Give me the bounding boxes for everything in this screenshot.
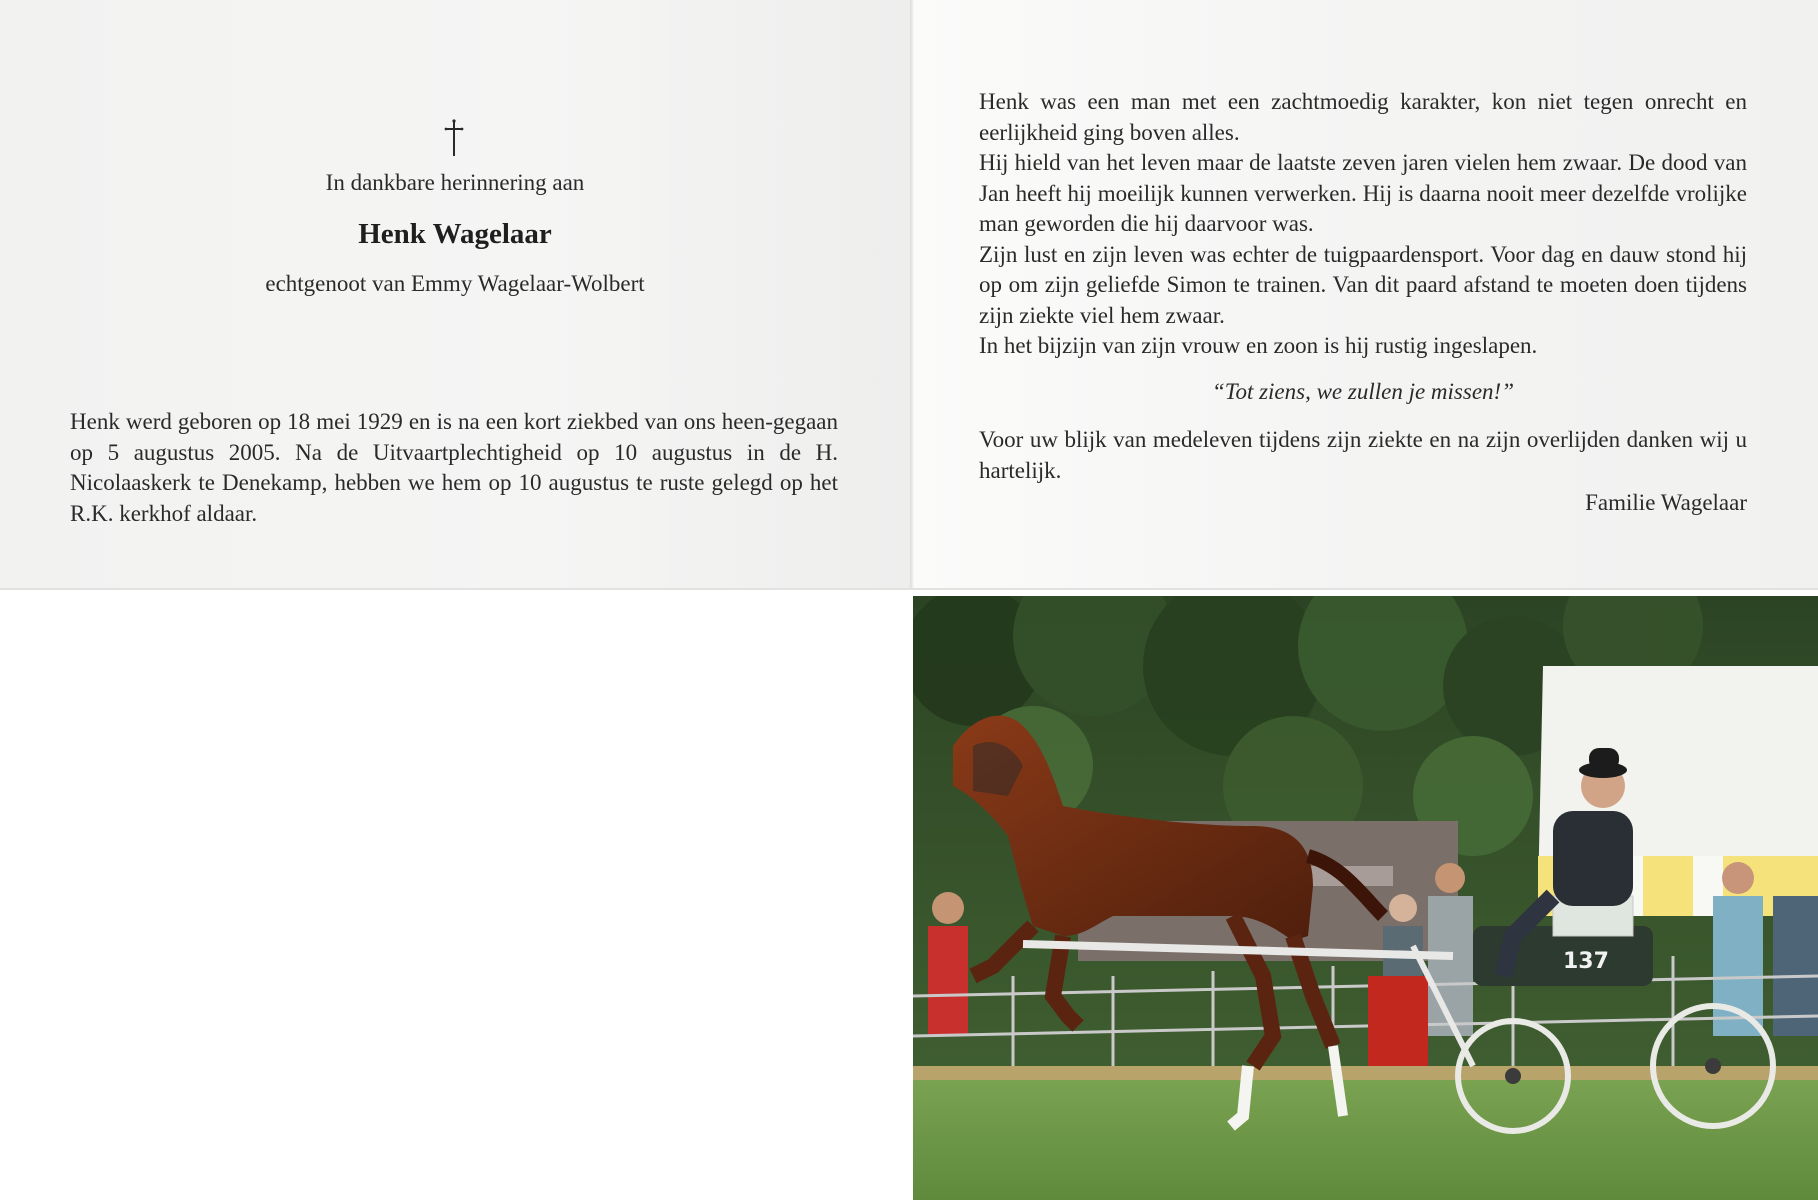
family-signature: Familie Wagelaar [1585,490,1747,515]
farewell-quote: “Tot ziens, we zullen je missen!” [1211,378,1514,404]
deceased-name: Henk Wagelaar [358,218,552,250]
horse-carriage-photo [913,596,1818,1200]
tribute-paragraph: In het bijzijn van zijn vrouw en zoon is hij rustig ingeslapen. [979,333,1538,358]
tribute-paragraph: Henk was een man met een zachtmoedig karakter, kon niet tegen onrecht en eerlijkheid ging boven alles. [979,89,1747,145]
carriage-number: 137 [1563,949,1609,974]
spouse-text: echtgenoot van Emmy Wagelaar-Wolbert [265,271,645,296]
thanks-text: Voor uw blijk van medeleven tijdens zijn ziekte en na zijn overlijden danken wij u hartelijk. [979,427,1747,483]
grass-field [913,1076,1818,1200]
cross-icon [440,118,468,158]
card-left-panel [0,0,910,590]
tribute-paragraph: Hij hield van het leven maar de laatste zeven jaren vielen hem zwaar. De dood van Jan heeft hij moeilijk kunnen verwerken. Hij is daarna nooit meer dezelfde vrolijke man geworden die hij daarvoor was. [979,150,1747,236]
card-edge [0,588,1818,590]
biography-text: Henk werd geboren op 18 mei 1929 en is na een kort ziekbed van ons heen-gegaan op 5 augustus 2005. Na de Uitvaartplechtigheid op 10 augustus in de H. Nicolaaskerk te Denekamp, hebben we hem op 10 augustus te ruste gelegd op het R.K. kerkhof aldaar. [70,409,838,526]
tribute-paragraph: Zijn lust en zijn leven was echter de tuigpaardensport. Voor dag en dauw stond hij op om zijn geliefde Simon te trainen. Van dit paard afstand te moeten doen tijdens zijn ziekte viel hem zwaar. [979,241,1747,328]
tribute-text [979,87,1747,519]
memorial-card [0,0,1818,590]
intro-text: In dankbare herinnering aan [325,170,585,195]
